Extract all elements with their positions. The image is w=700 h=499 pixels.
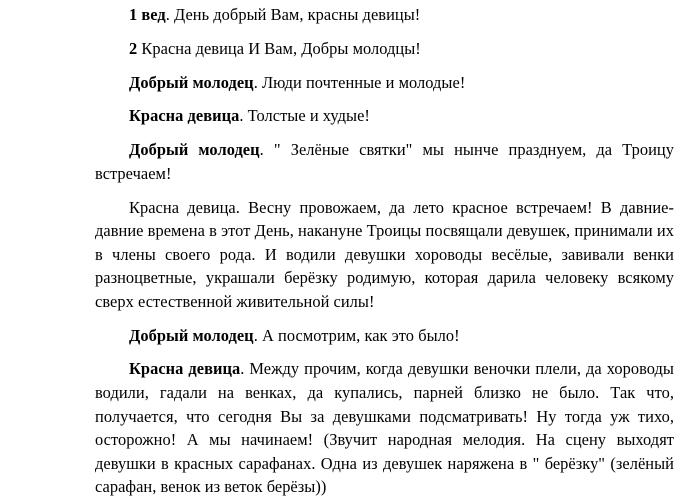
speaker-label: Красна девица xyxy=(129,359,241,379)
paragraph-text: . Толстые и худые! xyxy=(239,106,370,126)
speaker-label: 2 xyxy=(129,38,138,58)
paragraph-5 xyxy=(95,138,674,185)
speaker-label: Добрый молодец xyxy=(129,325,254,345)
paragraph-text: . День добрый Вам, красны девицы! xyxy=(165,5,421,24)
paragraph-7 xyxy=(95,324,674,348)
paragraph-text: . " Зелёные святки" мы нынче празднуем, да Троицу встречаем! xyxy=(95,140,674,183)
paragraph-text: Красна девица. Весну провожаем, да лето красное встречаем! В давние-давние времена в этот День, накануне Троицы посвящали девушек, принимали их в члены своего рода. И водили девушки хороводы весёлые, завивали венки разноцветные, украшали берёзку родимую, которая дарила человеку всякому сверх естественной живительной силы! xyxy=(95,197,674,311)
paragraph-8 xyxy=(95,357,674,499)
paragraph-text: . Люди почтенные и молодые! xyxy=(253,72,466,92)
paragraph-3 xyxy=(95,71,674,95)
speaker-label: 1 вед xyxy=(129,5,166,24)
paragraph-text: . А посмотрим, как это было! xyxy=(253,325,460,345)
paragraph-6 xyxy=(95,196,674,314)
paragraph-1 xyxy=(95,3,674,27)
paragraph-text: . Между прочим, когда девушки веночки плели, да хороводы водили, гадали на венках, да купались, парней близко не было. Так что, получается, что сегодня Вы за девушками подсматривать! Ну тогда уж тихо, осторожно! А мы начинаем! (Звучит народная мелодия. На сцену выходят девушки в красных сарафанах. Одна из девушек наряжена в " берёзку" (зелёный сарафан, венок из веток берёзы)) xyxy=(95,359,674,497)
speaker-label: Красна девица xyxy=(129,106,240,126)
paragraph-text: Красна девица И Вам, Добры молодцы! xyxy=(137,38,421,58)
speaker-label: Добрый молодец xyxy=(129,140,260,160)
paragraph-2 xyxy=(95,37,674,61)
speaker-label: Добрый молодец xyxy=(129,72,254,92)
paragraph-4 xyxy=(95,104,674,128)
